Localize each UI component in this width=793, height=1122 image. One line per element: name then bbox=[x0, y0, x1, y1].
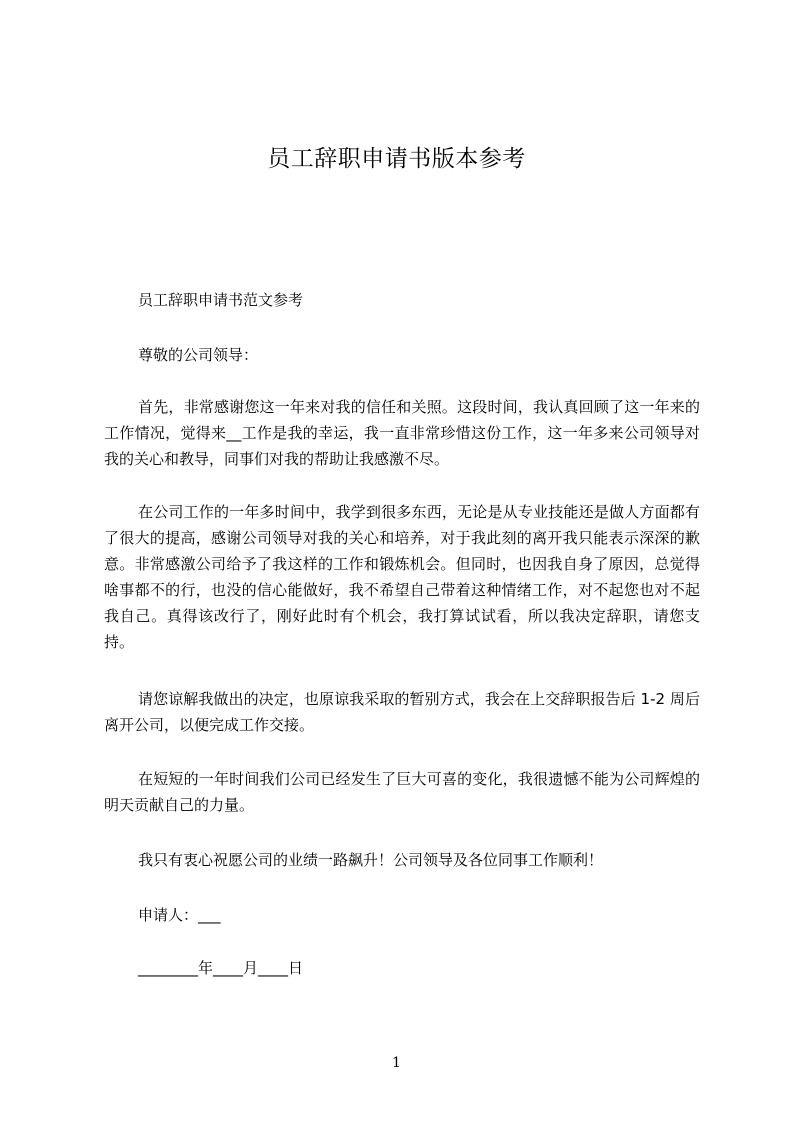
document-subtitle: 员工辞职申请书范文参考 bbox=[138, 291, 304, 309]
paragraph-handover: 请您谅解我做出的决定，也原谅我采取的暂别方式，我会在上交辞职报告后 1-2 周后离开公司，以便完成工作交接。 bbox=[104, 690, 700, 734]
date-line: ________年____月____日 bbox=[138, 959, 304, 977]
document-title: 员工辞职申请书版本参考 bbox=[267, 146, 526, 172]
paragraph-gratitude: 首先，非常感谢您这一年来对我的信任和关照。这段时间，我认真回顾了这一年来的工作情况，觉得来__工作是我的幸运，我一直非常珍惜这份工作，这一年多来公司领导对我的关心和教导，同事们对我的帮助让我感激不尽。 bbox=[104, 398, 700, 468]
paragraph-reason: 在公司工作的一年多时间中，我学到很多东西，无论是从专业技能还是做人方面都有了很大的提高，感谢公司领导对我的关心和培养，对于我此刻的离开我只能表示深深的歉意。非常感激公司给予了我这样的工作和锻炼机会。但同时，也因我自身了原因，总觉得啥事都不的行，也没的信心能做好，我不希望自己带着这种情绪工作，对不起您也对不起我自己。真得该改行了，刚好此时有个机会，我打算试试看，所以我决定辞职，请您支持。 bbox=[104, 503, 700, 651]
page-number: 1 bbox=[392, 1055, 401, 1071]
paragraph-regret: 在短短的一年时间我们公司已经发生了巨大可喜的变化，我很遗憾不能为公司辉煌的明天贡献自己的力量。 bbox=[104, 770, 700, 814]
closing-wishes: 我只有衷心祝愿公司的业绩一路飙升！公司领导及各位同事工作顺利！ bbox=[138, 851, 604, 869]
salutation: 尊敬的公司领导： bbox=[138, 346, 259, 364]
applicant-line: 申请人：___ bbox=[138, 906, 221, 924]
